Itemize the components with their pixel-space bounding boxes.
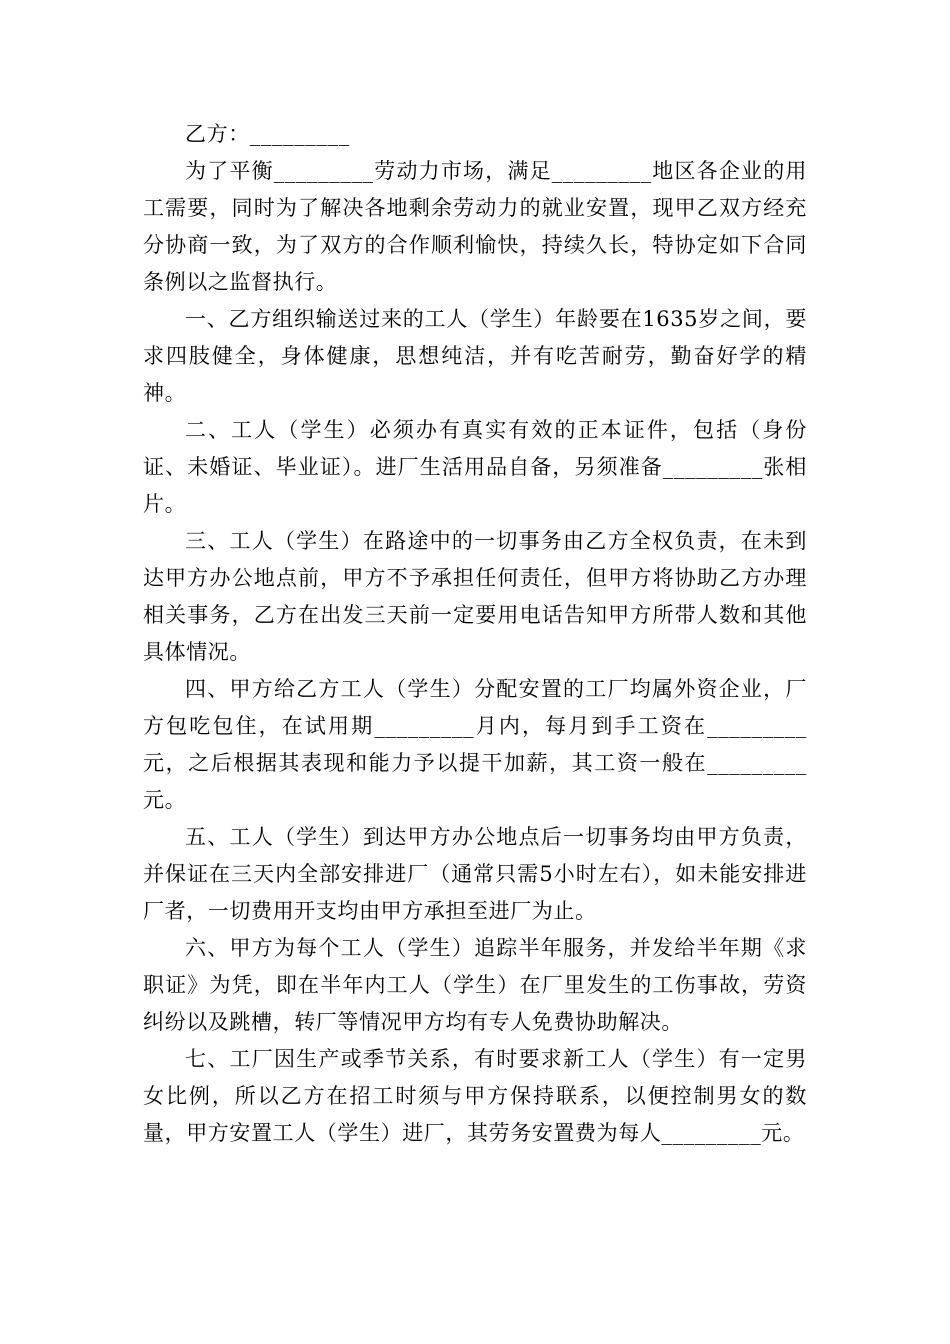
clause-2: 二、工人（学生）必须办有真实有效的正本证件，包括（身份证、未婚证、毕业证）。进厂生活用品自备，另须准备_________张相片。 bbox=[143, 418, 807, 516]
clause-5: 五、工人（学生）到达甲方办公地点后一切事务均由甲方负责，并保证在三天内全部安排进厂（通常只需5小时左右），如未能安排进厂者，一切费用开支均由甲方承担至进厂为止。 bbox=[143, 825, 807, 923]
party-b-line: 乙方：_________ bbox=[185, 122, 350, 146]
clause-4: 四、甲方给乙方工人（学生）分配安置的工厂均属外资企业，厂方包吃包住，在试用期_________月内，每月到手工资在_________元，之后根据其表现和能力予以提干加薪，其工资一般在_________元。 bbox=[143, 677, 807, 812]
clause-6: 六、甲方为每个工人（学生）追踪半年服务，并发给半年期《求职证》为凭，即在半年内工人（学生）在厂里发生的工伤事故，劳资纠纷以及跳槽，转厂等情况甲方均有专人免费协助解决。 bbox=[143, 936, 807, 1034]
clause-1: 一、乙方组织输送过来的工人（学生）年龄要在1635岁之间，要求四肢健全，身体健康，思想纯洁，并有吃苦耐劳，勤奋好学的精神。 bbox=[143, 307, 807, 405]
clause-7: 七、工厂因生产或季节关系，有时要求新工人（学生）有一定男女比例，所以乙方在招工时须与甲方保持联系，以便控制男女的数量，甲方安置工人（学生）进厂，其劳务安置费为每人_________元。 bbox=[143, 1047, 807, 1145]
preamble-paragraph: 为了平衡_________劳动力市场，满足_________地区各企业的用工需要，同时为了解决各地剩余劳动力的就业安置，现甲乙双方经充分协商一致，为了双方的合作顺利愉快，持续久长，特协定如下合同条例以之监督执行。 bbox=[143, 159, 807, 294]
contract-body bbox=[143, 116, 807, 1152]
clause-3: 三、工人（学生）在路途中的一切事务由乙方全权负责，在未到达甲方办公地点前，甲方不予承担任何责任，但甲方将协助乙方办理相关事务，乙方在出发三天前一定要用电话告知甲方所带人数和其他具体情况。 bbox=[143, 529, 807, 664]
